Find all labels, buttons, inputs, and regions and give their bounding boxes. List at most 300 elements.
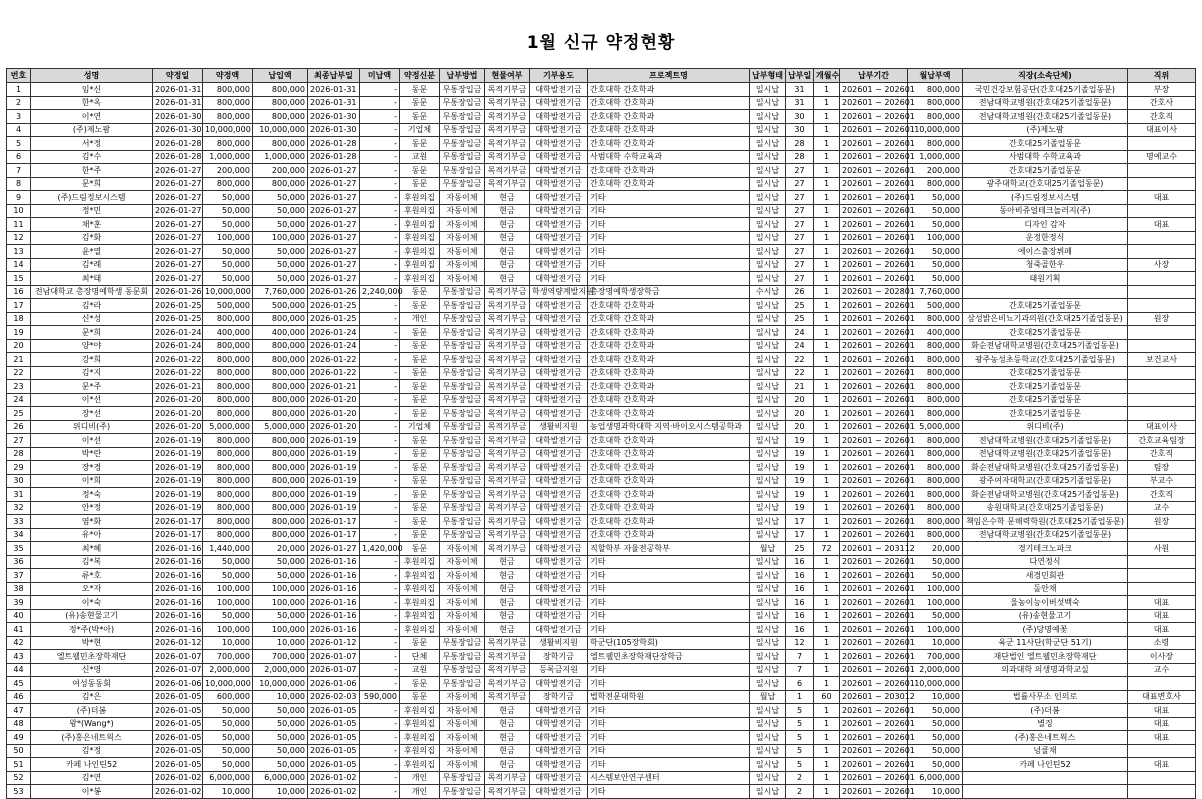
table-cell: 1	[814, 650, 840, 664]
table-cell: 일시납	[750, 771, 786, 785]
table-cell: 500,000	[908, 299, 963, 313]
table-cell: 대학발전기금	[530, 83, 588, 97]
table-cell: 동문	[400, 177, 440, 191]
table-cell	[1128, 744, 1196, 758]
table-cell: 202601 ~ 202601	[840, 731, 908, 745]
table-cell: 1	[814, 218, 840, 232]
table-cell: (주)드림정보시스템	[963, 191, 1128, 205]
table-cell: 6	[7, 150, 31, 164]
table-cell: 대학발전기금	[530, 110, 588, 124]
table-cell: 기타	[588, 272, 750, 286]
column-header: 미납액	[360, 69, 400, 83]
table-cell: 동문	[400, 164, 440, 178]
table-cell: 43	[7, 650, 31, 664]
table-cell: 기타	[588, 717, 750, 731]
table-cell: 간호대학 간호학과	[588, 164, 750, 178]
table-cell: -	[360, 731, 400, 745]
table-cell	[1128, 177, 1196, 191]
table-cell: 후원의집	[400, 609, 440, 623]
table-cell: 10,000	[253, 690, 308, 704]
table-cell: 기타	[588, 677, 750, 691]
table-cell: 간호대학 간호학과	[588, 515, 750, 529]
table-cell: 대학발전기금	[530, 771, 588, 785]
table-cell: 1,440,000	[203, 542, 253, 556]
table-cell: 202601 ~ 202601	[840, 771, 908, 785]
table-cell: 동문	[400, 285, 440, 299]
table-cell: 현금	[485, 731, 530, 745]
table-cell: 2026-01-19	[153, 488, 203, 502]
table-cell: 국민건강보험공단(간호대25기졸업동문)	[963, 83, 1128, 97]
table-cell: 대학발전기금	[530, 366, 588, 380]
table-cell: 2026-01-30	[153, 123, 203, 137]
table-cell: 광주농성초등학교(간호대25기졸업동문)	[963, 353, 1128, 367]
table-cell: 50,000	[253, 731, 308, 745]
table-cell: 44	[7, 663, 31, 677]
table-cell: 자동이체	[440, 744, 485, 758]
table-cell: 생활비지원	[530, 636, 588, 650]
table-cell: 800,000	[253, 461, 308, 475]
table-row	[7, 704, 1196, 718]
table-cell: 1	[814, 407, 840, 421]
table-cell: 202601 ~ 202601	[840, 650, 908, 664]
table-cell: 대학발전기금	[530, 528, 588, 542]
table-cell: 2026-01-16	[153, 542, 203, 556]
table-cell: 태원기획	[963, 272, 1128, 286]
table-cell: 대학발전기금	[530, 744, 588, 758]
table-cell: 1	[814, 299, 840, 313]
table-cell: 대표	[1128, 717, 1196, 731]
table-cell: 후원의집	[400, 596, 440, 610]
table-cell: 1,000,000	[908, 150, 963, 164]
table-cell: 정*주(박*아)	[31, 623, 153, 637]
table-cell: 41	[7, 623, 31, 637]
table-cell: 화순전남대학교병원(간호대25기졸업동문)	[963, 461, 1128, 475]
table-cell: 신*성	[31, 312, 153, 326]
table-cell: 기타	[588, 731, 750, 745]
table-cell: 무통장입금	[440, 447, 485, 461]
table-cell: -	[360, 447, 400, 461]
table-cell: 일시납	[750, 231, 786, 245]
table-cell: 목적기부금	[485, 447, 530, 461]
table-cell: 자동이체	[440, 758, 485, 772]
table-cell: -	[360, 677, 400, 691]
table-cell: 현금	[485, 569, 530, 583]
table-cell: 500,000	[253, 299, 308, 313]
table-cell: 25	[786, 312, 814, 326]
table-cell: 100,000	[203, 231, 253, 245]
table-cell: 2026-01-22	[153, 353, 203, 367]
table-cell: 새경민회관	[963, 569, 1128, 583]
table-cell	[963, 771, 1128, 785]
table-cell: 19	[7, 326, 31, 340]
table-cell: 생활비지원	[530, 420, 588, 434]
table-cell: 2026-01-17	[153, 528, 203, 542]
table-cell: 50,000	[908, 555, 963, 569]
table-cell: 2026-01-27	[308, 231, 360, 245]
table-cell: 10	[7, 204, 31, 218]
table-cell: 자동이체	[440, 272, 485, 286]
table-cell: 2,000,000	[908, 663, 963, 677]
table-cell: 팀장	[1128, 461, 1196, 475]
table-cell: 대표	[1128, 191, 1196, 205]
table-cell: 202601 ~ 202601	[840, 366, 908, 380]
table-cell: 수시납	[750, 285, 786, 299]
table-cell: 50,000	[908, 272, 963, 286]
table-cell: 27	[786, 231, 814, 245]
table-cell: 기타	[588, 758, 750, 772]
table-cell: 대학발전기금	[530, 245, 588, 259]
table-cell: 무통장입금	[440, 434, 485, 448]
table-cell: 2026-01-07	[153, 663, 203, 677]
table-cell: 1	[786, 690, 814, 704]
table-cell: 24	[786, 339, 814, 353]
table-cell: 2026-01-20	[308, 420, 360, 434]
table-cell: 1	[814, 110, 840, 124]
table-cell: 20	[786, 407, 814, 421]
table-cell: 2026-01-19	[308, 447, 360, 461]
table-cell: 202601 ~ 202601	[840, 569, 908, 583]
table-cell: 현금	[485, 218, 530, 232]
table-cell: 2026-01-27	[153, 204, 203, 218]
table-cell: 22	[7, 366, 31, 380]
table-body	[7, 83, 1196, 799]
table-cell: 엘트웰민초장학재단	[31, 650, 153, 664]
table-cell: 50,000	[203, 191, 253, 205]
table-cell	[1128, 285, 1196, 299]
table-cell: 202601 ~ 202601	[840, 609, 908, 623]
table-cell: -	[360, 339, 400, 353]
table-cell: 2026-01-31	[153, 83, 203, 97]
table-cell: 일시납	[750, 218, 786, 232]
table-cell: -	[360, 744, 400, 758]
table-cell: 50,000	[203, 555, 253, 569]
table-cell: 대학발전기금	[530, 164, 588, 178]
table-cell: -	[360, 96, 400, 110]
table-cell: 202601 ~ 202601	[840, 191, 908, 205]
table-cell: 기타	[588, 785, 750, 799]
table-cell: 후원의집	[400, 758, 440, 772]
table-cell: 기타	[588, 191, 750, 205]
table-cell: 최*혜	[31, 542, 153, 556]
table-cell: 자동이체	[440, 569, 485, 583]
table-cell	[1128, 677, 1196, 691]
table-cell: 일시납	[750, 312, 786, 326]
table-cell: 의과대학 의생명과학교실	[963, 663, 1128, 677]
table-cell: 53	[7, 785, 31, 799]
table-cell: 박*란	[31, 447, 153, 461]
table-cell	[1128, 299, 1196, 313]
table-cell: 간호대학 간호학과	[588, 407, 750, 421]
table-cell: 1	[814, 717, 840, 731]
table-cell: 간호대학 간호학과	[588, 447, 750, 461]
table-cell: 39	[7, 596, 31, 610]
table-cell: 1	[814, 447, 840, 461]
table-cell: 목적기부금	[485, 650, 530, 664]
table-cell: 일시납	[750, 758, 786, 772]
table-cell: 28	[786, 150, 814, 164]
table-cell: 7,760,000	[253, 285, 308, 299]
table-cell: -	[360, 474, 400, 488]
table-cell: 현금	[485, 258, 530, 272]
table-cell: 후원의집	[400, 231, 440, 245]
table-cell: 1	[814, 326, 840, 340]
table-cell: 동문	[400, 677, 440, 691]
table-cell: 간호대25기졸업동문	[963, 393, 1128, 407]
table-cell: 목적기부금	[485, 123, 530, 137]
table-cell: 김*라	[31, 299, 153, 313]
table-cell: 2026-01-27	[153, 191, 203, 205]
table-cell: 1	[814, 461, 840, 475]
table-cell: 간호대학 간호학과	[588, 83, 750, 97]
table-cell	[963, 677, 1128, 691]
table-cell: 10,000	[203, 785, 253, 799]
table-cell: 동문	[400, 528, 440, 542]
table-cell: 2026-01-16	[308, 596, 360, 610]
table-cell: 800,000	[908, 434, 963, 448]
table-cell: 전남대학교병원(간호대25기졸업동문)	[963, 447, 1128, 461]
table-cell: 목적기부금	[485, 636, 530, 650]
table-cell: 202601 ~ 202601	[840, 407, 908, 421]
table-cell: 대학발전기금	[530, 299, 588, 313]
table-cell: 무통장입금	[440, 83, 485, 97]
table-cell: 800,000	[253, 83, 308, 97]
table-row	[7, 299, 1196, 313]
table-cell: 후원의집	[400, 744, 440, 758]
table-cell: 류*호	[31, 569, 153, 583]
table-cell: 대표	[1128, 609, 1196, 623]
table-cell: 자동이체	[440, 555, 485, 569]
table-cell: 800,000	[908, 393, 963, 407]
table-cell: 대표	[1128, 623, 1196, 637]
table-cell: 일시납	[750, 420, 786, 434]
table-cell: 7,760,000	[908, 285, 963, 299]
table-cell: 2026-01-25	[153, 299, 203, 313]
table-cell: 대학발전기금	[530, 191, 588, 205]
table-cell: 7	[7, 164, 31, 178]
table-cell: 현금	[485, 704, 530, 718]
table-cell: 돌안채	[963, 582, 1128, 596]
table-cell: 동문	[400, 636, 440, 650]
table-cell: 800,000	[253, 366, 308, 380]
table-cell: 590,000	[360, 690, 400, 704]
table-cell	[1128, 366, 1196, 380]
table-cell: 50	[7, 744, 31, 758]
table-cell: 2026-01-30	[308, 123, 360, 137]
table-cell: 현금	[485, 717, 530, 731]
table-cell: 간호대학 간호학과	[588, 474, 750, 488]
table-cell: 전남대학교병원(간호대25기졸업동문)	[963, 434, 1128, 448]
table-cell: 2026-01-21	[308, 380, 360, 394]
table-cell: 무통장입금	[440, 461, 485, 475]
table-cell: 일시납	[750, 380, 786, 394]
table-cell: 202601 ~ 202601	[840, 758, 908, 772]
table-cell: 후원의집	[400, 258, 440, 272]
table-cell	[1128, 555, 1196, 569]
table-row	[7, 731, 1196, 745]
table-cell: 목적기부금	[485, 326, 530, 340]
table-cell: 6,000,000	[203, 771, 253, 785]
table-cell: 800,000	[253, 488, 308, 502]
table-cell: 일시납	[750, 569, 786, 583]
table-cell: 2026-01-27	[153, 272, 203, 286]
table-cell: -	[360, 758, 400, 772]
table-cell: 100,000	[203, 623, 253, 637]
table-cell: 무통장입금	[440, 515, 485, 529]
table-cell: 일시납	[750, 258, 786, 272]
table-cell: 100,000	[908, 623, 963, 637]
table-cell: 김*지	[31, 366, 153, 380]
table-cell: 10,000	[908, 636, 963, 650]
table-cell: 일시납	[750, 407, 786, 421]
table-cell: 1	[814, 474, 840, 488]
table-row	[7, 96, 1196, 110]
table-cell: 47	[7, 704, 31, 718]
table-cell: 1	[814, 285, 840, 299]
table-cell: 2026-01-24	[153, 326, 203, 340]
table-cell: 13	[7, 245, 31, 259]
table-cell: 2	[786, 771, 814, 785]
table-cell: 50,000	[253, 204, 308, 218]
table-cell: 동문	[400, 461, 440, 475]
table-cell: 대학발전기금	[530, 258, 588, 272]
table-cell: 문*주	[31, 380, 153, 394]
table-cell: 800,000	[203, 515, 253, 529]
table-cell: 800,000	[203, 177, 253, 191]
table-cell: 34	[7, 528, 31, 542]
column-header: 납부일	[786, 69, 814, 83]
table-cell: 일시납	[750, 717, 786, 731]
table-cell: 간호대학 간호학과	[588, 110, 750, 124]
table-cell: (주)홍은네트웍스	[963, 731, 1128, 745]
table-cell: 2026-01-27	[308, 542, 360, 556]
table-cell: 후원의집	[400, 717, 440, 731]
table-cell: 50,000	[253, 744, 308, 758]
table-cell: 개인	[400, 785, 440, 799]
table-cell: 1	[814, 663, 840, 677]
table-cell: 5	[786, 704, 814, 718]
table-cell: 400,000	[203, 326, 253, 340]
table-cell: 26	[7, 420, 31, 434]
table-cell: 200,000	[908, 164, 963, 178]
table-cell: (주)드림정보시스템	[31, 191, 153, 205]
table-cell: 현금	[485, 758, 530, 772]
table-cell: 유*아	[31, 528, 153, 542]
table-cell: 2026-01-22	[308, 366, 360, 380]
table-row	[7, 663, 1196, 677]
table-cell	[1128, 785, 1196, 799]
table-cell: 202601 ~ 202601	[840, 528, 908, 542]
table-cell: 2026-01-27	[308, 204, 360, 218]
table-cell: 25	[786, 542, 814, 556]
table-cell: 일시납	[750, 137, 786, 151]
table-cell: 목적기부금	[485, 785, 530, 799]
table-cell: 무통장입금	[440, 285, 485, 299]
table-row	[7, 339, 1196, 353]
table-cell: -	[360, 83, 400, 97]
table-cell: 202601 ~ 202601	[840, 96, 908, 110]
table-cell: 2026-01-16	[308, 582, 360, 596]
table-cell: 간호대25기졸업동문	[963, 326, 1128, 340]
table-cell: 16	[786, 623, 814, 637]
table-cell: 25	[7, 407, 31, 421]
table-cell: 농업생명과학대학 지역·바이오시스템공학과	[588, 420, 750, 434]
column-header: 프로젝트명	[588, 69, 750, 83]
table-cell: 일시납	[750, 245, 786, 259]
table-row	[7, 555, 1196, 569]
table-cell: 기타	[588, 582, 750, 596]
table-cell: 대학발전기금	[530, 555, 588, 569]
table-cell: 2026-01-19	[153, 434, 203, 448]
table-cell: 법률사무소 인의로	[963, 690, 1128, 704]
table-cell: 무통장입금	[440, 474, 485, 488]
table-cell: 일시납	[750, 677, 786, 691]
table-cell: 간호대25기졸업동문	[963, 299, 1128, 313]
table-cell: 1	[814, 744, 840, 758]
table-cell: 800,000	[253, 474, 308, 488]
table-cell: 다연정식	[963, 555, 1128, 569]
table-cell: 800,000	[908, 407, 963, 421]
table-cell: 2026-01-24	[308, 339, 360, 353]
table-cell: 현금	[485, 245, 530, 259]
table-cell: 학군단(105장학회)	[588, 636, 750, 650]
table-row	[7, 204, 1196, 218]
table-cell: 오*자	[31, 582, 153, 596]
table-cell: 23	[7, 380, 31, 394]
table-cell: 10,000	[253, 636, 308, 650]
table-cell: 대학발전기금	[530, 434, 588, 448]
table-cell: 100,000	[253, 596, 308, 610]
table-cell: 전남대학교병원(간호대25기졸업동문)	[963, 110, 1128, 124]
table-cell: 27	[786, 272, 814, 286]
table-row	[7, 609, 1196, 623]
table-cell: 간호대학 간호학과	[588, 312, 750, 326]
table-cell: 2026-01-30	[308, 110, 360, 124]
table-cell: 1	[814, 191, 840, 205]
table-cell: 자동이체	[440, 218, 485, 232]
table-cell: 27	[786, 191, 814, 205]
table-cell: 대학발전기금	[530, 393, 588, 407]
table-cell: 대학발전기금	[530, 474, 588, 488]
table-row	[7, 474, 1196, 488]
table-cell: 간호대학 간호학과	[588, 339, 750, 353]
table-row	[7, 650, 1196, 664]
column-header: 약정신분	[400, 69, 440, 83]
table-cell: 현금	[485, 231, 530, 245]
table-cell: 1	[814, 569, 840, 583]
table-cell: 간호대25기졸업동문	[963, 407, 1128, 421]
table-cell: 무통장입금	[440, 771, 485, 785]
table-cell: 대학발전기금	[530, 380, 588, 394]
table-cell: 2026-01-26	[153, 285, 203, 299]
table-cell: 30	[7, 474, 31, 488]
table-cell: 50,000	[203, 258, 253, 272]
table-cell: 200,000	[253, 164, 308, 178]
table-cell: 강*희	[31, 353, 153, 367]
table-cell: 박*현	[31, 636, 153, 650]
table-cell: 자동이체	[440, 717, 485, 731]
table-cell: 대학발전기금	[530, 717, 588, 731]
table-row	[7, 771, 1196, 785]
table-cell: 동문	[400, 326, 440, 340]
table-cell: 일시납	[750, 609, 786, 623]
table-cell	[1128, 137, 1196, 151]
table-cell: 무통장입금	[440, 407, 485, 421]
table-cell: 간호대25기졸업동문	[963, 366, 1128, 380]
table-cell: 자동이체	[440, 731, 485, 745]
table-cell: -	[360, 420, 400, 434]
table-row	[7, 515, 1196, 529]
table-cell: 2026-01-31	[308, 83, 360, 97]
